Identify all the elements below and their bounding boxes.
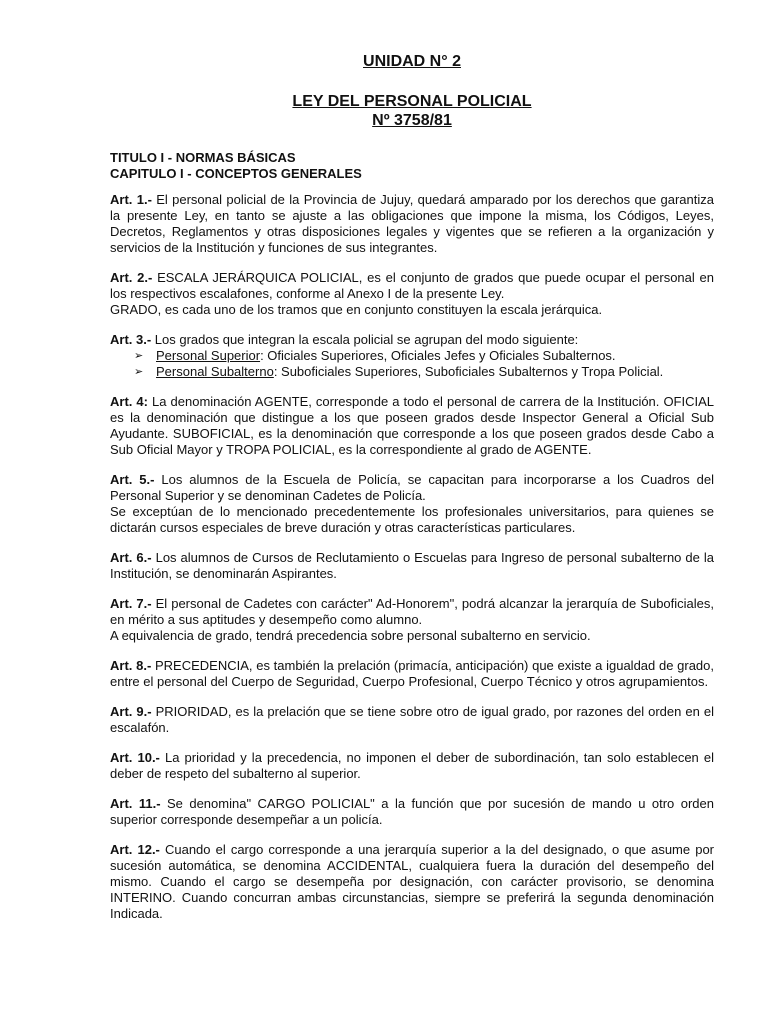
section-headings — [110, 150, 714, 182]
article-9 — [110, 704, 714, 736]
article-label: Art. 5.- — [110, 472, 155, 487]
article-text: ESCALA JERÁRQUICA POLICIAL, es el conjunto de grados que puede ocupar el personal en los respectivos escalafones, conforme al Anexo I de la presente Ley. — [110, 270, 714, 301]
article-label: Art. 8.- — [110, 658, 152, 673]
article-4 — [110, 394, 714, 458]
article-text-continued: A equivalencia de grado, tendrá precedencia sobre personal subalterno en servicio. — [110, 628, 591, 643]
article-10 — [110, 750, 714, 782]
article-label: Art. 3.- — [110, 332, 152, 347]
article-label: Art. 6.- — [110, 550, 152, 565]
unit-title: UNIDAD N° 2 — [363, 53, 461, 70]
article-text: El personal de Cadetes con carácter" Ad-Honorem", podrá alcanzar la jerarquía de Suboficiales, en mérito a sus aptitudes y desempeño como alumno. — [110, 596, 715, 627]
article-1 — [110, 192, 714, 256]
article-label: Art. 10.- — [110, 750, 160, 765]
article-6 — [110, 550, 714, 582]
article-label: Art. 4: — [110, 394, 148, 409]
law-title: LEY DEL PERSONAL POLICIAL — [292, 93, 532, 110]
article-text: Los alumnos de la Escuela de Policía, se capacitan para incorporarse a los Cuadros del Personal Superior y se denominan Cadetes de Policía. — [110, 472, 714, 503]
article-text: Los grados que integran la escala policial se agrupan del modo siguiente: — [151, 332, 579, 347]
article-11 — [110, 796, 714, 828]
article-text-continued: GRADO, es cada uno de los tramos que en conjunto constituyen la escala jerárquica. — [110, 302, 603, 317]
article-label: Art. 9.- — [110, 704, 152, 719]
article-label: Art. 1.- — [110, 192, 152, 207]
article-2 — [110, 270, 714, 318]
article-text: PRECEDENCIA, es también la prelación (primacía, anticipación) que existe a igualdad de grado, entre el personal del Cuerpo de Seguridad, Cuerpo Profesional, Cuerpo Técnico y otros agrupamientos. — [110, 658, 715, 689]
article-text: Se denomina" CARGO POLICIAL" a la función que por sucesión de mando u otro orden superior corresponde desempeñar a un policía. — [110, 796, 714, 827]
article-7 — [110, 596, 714, 644]
article-label: Art. 11.- — [110, 796, 161, 811]
article-text: Cuando el cargo corresponde a una jerarquía superior a la del designado, o que asume por sucesión automática, se denomina ACCIDENTAL, cualquiera fuera la duración del desempeño del mismo. Cuando el cargo se desempeña por designación, con carácter provisorio, se denomina INTERINO. Cuando concurran ambas circunstancias, siempre se preferirá la segunda denominación Indicada. — [110, 842, 714, 921]
document-page — [110, 52, 714, 936]
article-3 — [110, 332, 714, 380]
article-text: PRIORIDAD, es la prelación que se tiene sobre otro de igual grado, por razones del orden en el escalafón. — [110, 704, 714, 735]
list-item-text: : Suboficiales Superiores, Suboficiales Subalternos y Tropa Policial. — [273, 364, 664, 379]
article-label: Art. 7.- — [110, 596, 152, 611]
article-5 — [110, 472, 714, 536]
article-text: La prioridad y la precedencia, no imponen el deber de subordinación, tan solo establecen el deber de respeto del subalterno al superior. — [110, 750, 714, 781]
list-item-text: : Oficiales Superiores, Oficiales Jefes y Oficiales Subalternos. — [260, 348, 616, 363]
list-item-term: Personal Superior — [156, 348, 261, 363]
grade-groups-list — [110, 348, 714, 380]
arrow-bullet-icon: ➢ — [134, 366, 144, 378]
list-item — [134, 348, 714, 364]
article-12 — [110, 842, 714, 922]
law-number: Nº 3758/81 — [372, 112, 452, 129]
article-label: Art. 2.- — [110, 270, 153, 285]
article-label: Art. 12.- — [110, 842, 160, 857]
list-item — [134, 364, 714, 380]
article-text: La denominación AGENTE, corresponde a todo el personal de carrera de la Institución. OFICIAL es la denominación que distingue a los que poseen grados desde Inspector General a Oficial Sub Ayudante. SUBOFICIAL, es la denominación que corresponde a los que poseen grados desde Cabo a Sub Oficial Mayor y TROPA POLICIAL, es la correspondiente al grado de AGENTE. — [110, 394, 715, 457]
article-8 — [110, 658, 714, 690]
titulo-heading: TITULO I - NORMAS BÁSICAS — [110, 150, 296, 165]
arrow-bullet-icon: ➢ — [134, 350, 144, 362]
article-text-continued: Se exceptúan de lo mencionado precedentemente los profesionales universitarios, para quienes se dictarán cursos especiales de breve duración y otras características particulares. — [110, 504, 714, 535]
article-text: Los alumnos de Cursos de Reclutamiento o Escuelas para Ingreso de personal subalterno de la Institución, se denominarán Aspirantes. — [110, 550, 714, 581]
article-text: El personal policial de la Provincia de Jujuy, quedará amparado por los derechos que garantiza la presente Ley, en tanto se ajuste a las obligaciones que impone la misma, los Códigos, Leyes, Decretos, Reglamentos y otras disposiciones legales y vigentes que se refieren a la organización y servicios de la Institución y funciones de sus integrantes. — [110, 192, 714, 255]
list-item-term: Personal Subalterno — [156, 364, 274, 379]
capitulo-heading: CAPITULO I - CONCEPTOS GENERALES — [110, 166, 362, 181]
